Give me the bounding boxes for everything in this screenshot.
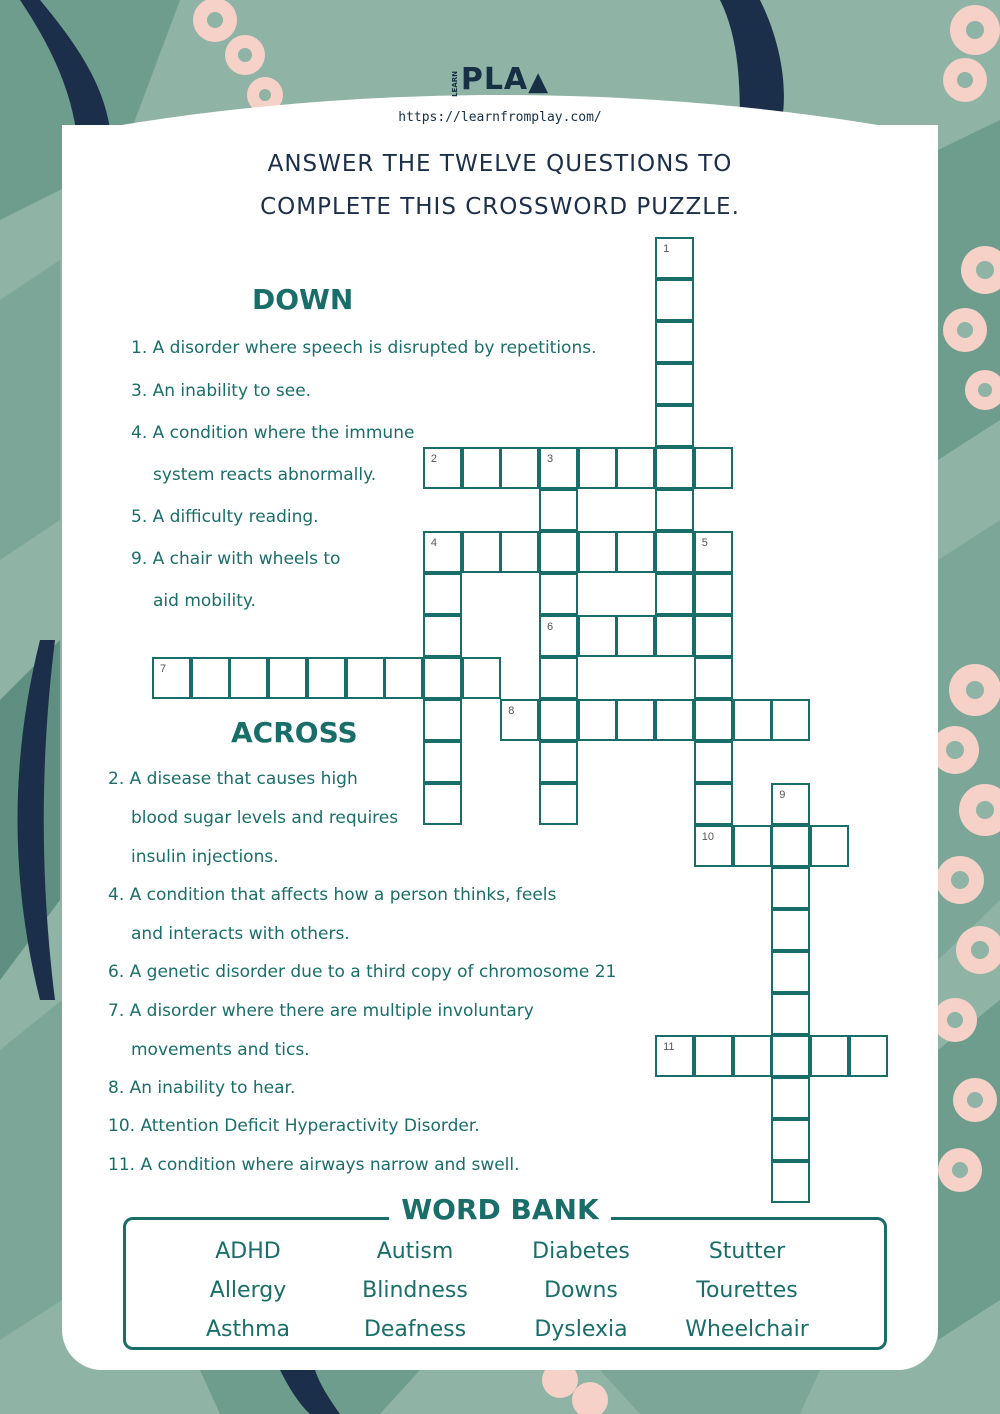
crossword-cell[interactable] — [423, 657, 462, 699]
word-bank-word: Diabetes — [532, 1239, 630, 1264]
crossword-cell[interactable] — [307, 657, 346, 699]
crossword-cell[interactable] — [539, 573, 578, 615]
crossword-cell[interactable] — [694, 447, 733, 489]
crossword-cell[interactable] — [694, 783, 733, 825]
word-bank-title: WORD BANK — [0, 1193, 1000, 1226]
crossword-cell[interactable] — [771, 867, 810, 909]
word-bank-word: Wheelchair — [685, 1317, 809, 1342]
crossword-cell[interactable] — [462, 531, 501, 573]
crossword-cell[interactable] — [771, 1035, 810, 1077]
crossword-cell[interactable] — [655, 573, 694, 615]
crossword-cell[interactable] — [733, 699, 772, 741]
crossword-cell[interactable] — [655, 615, 694, 657]
clue-number: 5 — [701, 537, 708, 549]
across-clue: movements and tics. — [131, 1040, 310, 1060]
crossword-cell[interactable] — [578, 615, 617, 657]
across-clue: 4. A condition that affects how a person thinks, feels — [108, 885, 557, 905]
down-clue: aid mobility. — [153, 591, 256, 611]
across-clue: 7. A disorder where there are multiple involuntary — [108, 1001, 534, 1021]
crossword-cell[interactable] — [771, 909, 810, 951]
clue-number: 4 — [430, 537, 438, 549]
clue-number: 6 — [547, 621, 554, 633]
down-clue: 5. A difficulty reading. — [131, 507, 319, 527]
clue-number: 7 — [160, 663, 167, 675]
crossword-cell[interactable] — [694, 699, 733, 741]
crossword-cell[interactable] — [539, 741, 578, 783]
word-bank-word: Asthma — [206, 1317, 290, 1342]
kite-child-icon: ▲ — [528, 67, 550, 97]
across-clue: 10. Attention Deficit Hyperactivity Disorder. — [108, 1116, 480, 1136]
down-clue: 9. A chair with wheels to — [131, 549, 341, 569]
crossword-cell[interactable] — [655, 1035, 694, 1077]
crossword-cell[interactable] — [578, 699, 617, 741]
crossword-cell[interactable] — [771, 993, 810, 1035]
word-bank-word: Autism — [376, 1239, 454, 1264]
crossword-cell[interactable] — [500, 447, 539, 489]
down-clue: 1. A disorder where speech is disrupted by repetitions. — [131, 338, 597, 358]
clue-number: 2 — [430, 453, 438, 465]
crossword-cell[interactable] — [694, 741, 733, 783]
crossword-cell[interactable] — [694, 825, 733, 867]
word-bank-word: Deafness — [363, 1317, 467, 1342]
crossword-cell[interactable] — [616, 447, 655, 489]
logo-text: PLA — [460, 62, 529, 97]
crossword-cell[interactable] — [539, 615, 578, 657]
crossword-cell[interactable] — [539, 489, 578, 531]
crossword-cell[interactable] — [771, 825, 810, 867]
crossword-cell[interactable] — [500, 699, 539, 741]
crossword-cell[interactable] — [423, 783, 462, 825]
across-clue: blood sugar levels and requires — [131, 808, 399, 828]
crossword-cell[interactable] — [268, 657, 307, 699]
clue-number: 11 — [663, 1041, 675, 1053]
across-clue: 11. A condition where airways narrow and swell. — [108, 1155, 520, 1175]
crossword-cell[interactable] — [423, 615, 462, 657]
word-bank-word: Stutter — [708, 1239, 786, 1264]
clue-number: 3 — [547, 453, 554, 465]
crossword-cell[interactable] — [500, 531, 539, 573]
crossword-cell[interactable] — [191, 657, 230, 699]
clue-number: 10 — [701, 831, 715, 843]
crossword-cell[interactable] — [462, 447, 501, 489]
across-clue: and interacts with others. — [131, 924, 350, 944]
down-clue: 3. An inability to see. — [131, 381, 312, 401]
crossword-cell[interactable] — [771, 699, 810, 741]
down-clue: system reacts abnormally. — [153, 465, 377, 485]
word-bank-word: Blindness — [362, 1278, 468, 1303]
clue-number: 1 — [663, 243, 670, 255]
crossword-cell[interactable] — [152, 657, 191, 699]
crossword-cell[interactable] — [423, 741, 462, 783]
crossword-cell[interactable] — [423, 531, 462, 573]
crossword-cell[interactable] — [655, 489, 694, 531]
crossword-cell[interactable] — [771, 951, 810, 993]
crossword-cell[interactable] — [771, 1077, 810, 1119]
crossword-cell[interactable] — [694, 657, 733, 699]
down-heading: DOWN — [252, 283, 354, 316]
word-bank-word: Allergy — [209, 1278, 287, 1303]
crossword-cell[interactable] — [810, 825, 849, 867]
across-clue: insulin injections. — [131, 847, 279, 867]
crossword-cell[interactable] — [346, 657, 385, 699]
word-bank-word: Downs — [544, 1278, 618, 1303]
crossword-cell[interactable] — [578, 447, 617, 489]
crossword-cell[interactable] — [694, 1035, 733, 1077]
down-clue: 4. A condition where the immune — [131, 423, 415, 443]
clue-number: 9 — [779, 789, 786, 801]
crossword-cell[interactable] — [771, 1119, 810, 1161]
crossword-cell[interactable] — [462, 657, 501, 699]
crossword-cell[interactable] — [694, 573, 733, 615]
across-clue: 6. A genetic disorder due to a third copy of chromosome 21 — [108, 962, 617, 982]
crossword-cell[interactable] — [733, 825, 772, 867]
crossword-cell[interactable] — [539, 699, 578, 741]
clue-number: 8 — [508, 705, 515, 717]
word-bank-word: ADHD — [215, 1239, 281, 1264]
crossword-cell[interactable] — [616, 699, 655, 741]
crossword-cell[interactable] — [539, 531, 578, 573]
across-clue: 2. A disease that causes high — [108, 769, 358, 789]
logo — [0, 62, 1000, 101]
crossword-cell[interactable] — [655, 237, 694, 279]
title-line-1: ANSWER THE TWELVE QUESTIONS TO — [267, 151, 733, 177]
crossword-cell[interactable] — [694, 531, 733, 573]
crossword-cell[interactable] — [771, 783, 810, 825]
crossword-cell[interactable] — [655, 531, 694, 573]
crossword-cell[interactable] — [423, 699, 462, 741]
crossword-cell[interactable] — [539, 783, 578, 825]
site-url: https://learnfromplay.com/ — [398, 110, 602, 125]
crossword-cell[interactable] — [578, 531, 617, 573]
crossword-cell[interactable] — [384, 657, 423, 699]
crossword-cell[interactable] — [655, 321, 694, 363]
title-line-2: COMPLETE THIS CROSSWORD PUZZLE. — [260, 194, 740, 220]
crossword-cell[interactable] — [655, 363, 694, 405]
crossword-cell[interactable] — [539, 657, 578, 699]
crossword-cell[interactable] — [655, 447, 694, 489]
crossword-cell[interactable] — [849, 1035, 888, 1077]
crossword-cell[interactable] — [810, 1035, 849, 1077]
word-bank-word: Tourettes — [696, 1278, 798, 1303]
crossword-cell[interactable] — [423, 447, 462, 489]
crossword-cell[interactable] — [655, 699, 694, 741]
crossword-cell[interactable] — [655, 405, 694, 447]
crossword-cell[interactable] — [655, 279, 694, 321]
logo-small-text: LEARN — [450, 71, 459, 97]
crossword-cell[interactable] — [616, 531, 655, 573]
crossword-cell[interactable] — [229, 657, 268, 699]
crossword-cell[interactable] — [616, 615, 655, 657]
word-bank-word: Dyslexia — [534, 1317, 628, 1342]
across-clue: 8. An inability to hear. — [108, 1078, 296, 1098]
crossword-cell[interactable] — [539, 447, 578, 489]
crossword-cell[interactable] — [694, 615, 733, 657]
crossword-cell[interactable] — [423, 573, 462, 615]
crossword-cell[interactable] — [733, 1035, 772, 1077]
across-heading: ACROSS — [231, 716, 358, 749]
